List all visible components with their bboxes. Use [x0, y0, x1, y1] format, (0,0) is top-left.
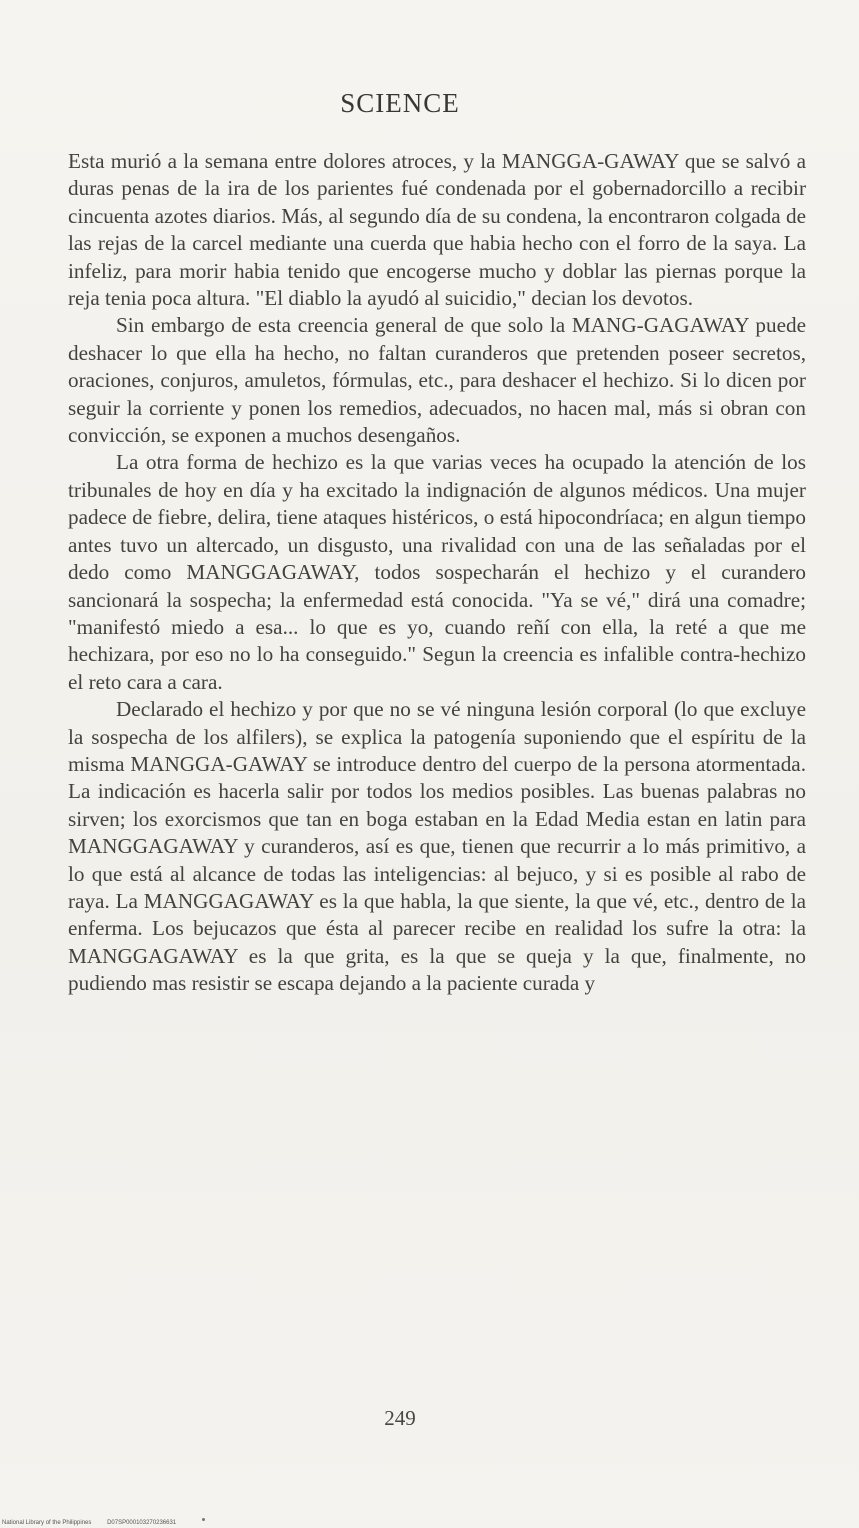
paragraph: Esta murió a la semana entre dolores atroces, y la MANGGA-GAWAY que se salvó a duras penas de la ira de los parientes fué condenada por el gobernadorcillo a recibir cincuenta azotes diarios. Más, al segundo día de su condena, la encontraron colgada de las rejas de la carcel mediante una cuerda que habia hecho con el forro de la saya. La infeliz, para morir habia tenido que encogerse mucho y doblar las piernas porque la reja tenia poca altura. "El diablo la ayudó al suicidio," decian los devotos.: [68, 149, 806, 311]
paragraph: Declarado el hechizo y por que no se vé ninguna lesión corporal (lo que excluye la sospecha de los alfilers), se explica la patogenía suponiendo que el espíritu de la misma MANGGA-GAWAY se introduce dentro del cuerpo de la persona atormentada. La indicación es hacerla salir por todos los medios posibles. Las buenas palabras no sirven; los exorcismos que tan en boga estaban en la Edad Media estan en latin para MANGGAGAWAY y curanderos, así es que, tienen que recurrir a lo más primitivo, a lo que está al alcance de todas las inteligencias: al bejuco, y si es posible al rabo de raya. La MANGGAGAWAY es la que habla, la que siente, la que vé, etc., dentro de la enferma. Los bejucazos que ésta al parecer recibe en realidad los sufre la otra: la MANGGAGAWAY es la que grita, es la que se queja y la que, finalmente, no pudiendo mas resistir se escapa dejando a la paciente curada y: [68, 697, 806, 996]
credit-code: D07SP000103270236631: [107, 1520, 177, 1526]
scan-speck: [202, 1518, 205, 1521]
page-number: 249: [384, 1406, 416, 1430]
paragraph: Sin embargo de esta creencia general de que solo la MANG-GAGAWAY puede deshacer lo que ella ha hecho, no faltan curanderos que pretenden poseer secretos, oraciones, conjuros, amuletos, fórmulas, etc., para deshacer el hechizo. Si lo dicen por seguir la corriente y ponen los remedios, adecuados, no hacen mal, más si obran con convicción, se exponen a muchos desengaños.: [68, 313, 806, 448]
paragraph: La otra forma de hechizo es la que varias veces ha ocupado la atención de los tribunales de hoy en día y ha excitado la indignación de algunos médicos. Una mujer padece de fiebre, delira, tiene ataques histéricos, o está hipocondríaca; en algun tiempo antes tuvo un altercado, un disgusto, una rivalidad con una de las señaladas por el dedo como MANGGAGAWAY, todos sospecharán el hechizo y el curandero sancionará la sospecha; la enfermedad está conocida. "Ya se vé," dirá una comadre; "manifestó miedo a esa... lo que es yo, cuando reñí con ella, la reté a que me hechizara, por eso no lo ha conseguido." Segun la creencia es infalible contra-hechizo el reto cara a cara.: [68, 450, 806, 694]
credit-library: National Library of the Philippines: [2, 1520, 92, 1526]
body-text: [68, 148, 806, 998]
page-title: SCIENCE: [340, 88, 460, 118]
scan-credit: [2, 1520, 190, 1526]
